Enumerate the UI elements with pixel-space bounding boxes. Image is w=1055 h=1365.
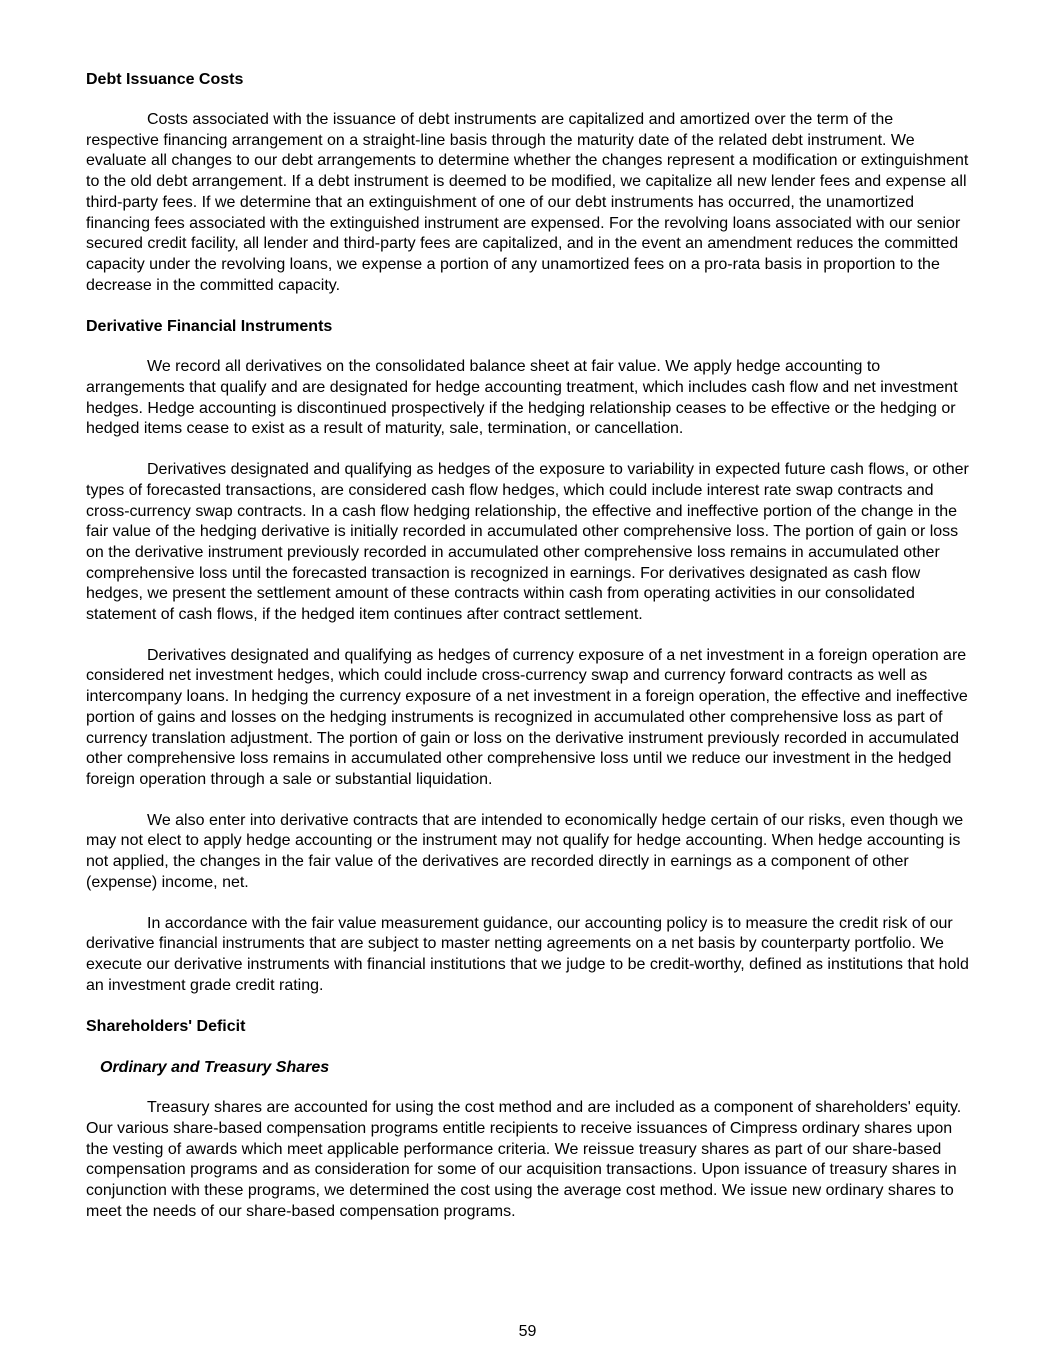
paragraph-cash-flow-hedges: Derivatives designated and qualifying as hedges of the exposure to variability in expected future cash flows, or other types of forecasted transactions, are considered cash flow hedges, which could include interest rate swap contracts and cross-currency swap contracts. In a cash flow hedging relationship, the effective and ineffective portion of the change in the fair value of the hedging derivative is initially recorded in accumulated other comprehensive loss. The portion of gain or loss on the derivative instrument previously recorded in accumulated other comprehensive loss remains in accumulated other comprehensive loss until the forecasted transaction is recognized in earnings. For derivatives designated as cash flow hedges, we present the settlement amount of these contracts within cash from operating activities in our consolidated statement of cash flows, if the hedged item continues after contract settlement.	[86, 461, 969, 624]
page-number: 59	[518, 1323, 537, 1340]
paragraph-economic-hedges: We also enter into derivative contracts that are intended to economically hedge certain of our risks, even though we may not elect to apply hedge accounting or the instrument may not qualify for hedge accounting. When hedge accounting is not applied, the changes in the fair value of the derivatives are recorded directly in earnings as a component of other (expense) income, net.	[86, 811, 964, 891]
paragraph-credit-risk: In accordance with the fair value measurement guidance, our accounting policy is to measure the credit risk of our derivative financial instruments that are subject to master netting agreements on a net basis by counterparty portfolio. We execute our derivative instruments with financial institutions that we judge to be credit-worthy, defined as institutions that hold an investment grade credit rating.	[86, 914, 969, 994]
paragraph-treasury-shares: Treasury shares are accounted for using the cost method and are included as a component of shareholders' equity. Our various share-based compensation programs entitle recipients to receive issuances of Cimpress ordinary shares upon the vesting of awards which meet applicable performance criteria. We reissue treasury shares as part of our share-based compensation programs and as consideration for some of our acquisition transactions. Upon issuance of treasury shares in conjunction with these programs, we determined the cost using the average cost method. We issue new ordinary shares to meet the needs of our share-based compensation programs.	[86, 1099, 962, 1220]
section-heading-shareholders-deficit: Shareholders' Deficit	[86, 1018, 246, 1036]
paragraph-derivatives-fair-value: We record all derivatives on the consolidated balance sheet at fair value. We apply hedge accounting to arrangements that qualify and are designated for hedge accounting treatment, which includes cash flow and net investment hedges. Hedge accounting is discontinued prospectively if the hedging relationship ceases to be effective or the hedging or hedged items cease to exist as a result of maturity, sale, termination, or cancellation.	[86, 358, 958, 438]
paragraph-debt-issuance-costs: Costs associated with the issuance of debt instruments are capitalized and amortized over the term of the respective financing arrangement on a straight-line basis through the maturity date of the related debt instrument. We evaluate all changes to our debt arrangements to determine whether the changes represent a modification or extinguishment to the old debt arrangement. If a debt instrument is deemed to be modified, we capitalize all new lender fees and expense all third-party fees. If we determine that an extinguishment of one of our debt instruments has occurred, the unamortized financing fees associated with the extinguished instrument are expensed. For the revolving loans associated with our senior secured credit facility, all lender and third-party fees are capitalized, and in the event an amendment reduces the committed capacity under the revolving loans, we expense a portion of any unamortized fees on a pro-rata basis in proportion to the decrease in the committed capacity.	[86, 111, 969, 294]
paragraph-net-investment-hedges: Derivatives designated and qualifying as hedges of currency exposure of a net investment in a foreign operation are considered net investment hedges, which could include cross-currency swap and currency forward contracts as well as intercompany loans. In hedging the currency exposure of a net investment in a foreign operation, the effective and ineffective portion of gains and losses on the hedging instruments is recognized in accumulated other comprehensive loss as part of currency translation adjustment. The portion of gain or loss on the derivative instrument previously recorded in accumulated other comprehensive loss remains in accumulated other comprehensive loss until we reduce our investment in the hedged foreign operation through a sale or substantial liquidation.	[86, 646, 968, 788]
document-page	[86, 69, 970, 1243]
section-heading-derivative-financial-instruments: Derivative Financial Instruments	[86, 318, 333, 336]
subsection-heading-ordinary-treasury-shares: Ordinary and Treasury Shares	[100, 1059, 330, 1077]
section-heading-debt-issuance-costs: Debt Issuance Costs	[86, 71, 244, 88]
